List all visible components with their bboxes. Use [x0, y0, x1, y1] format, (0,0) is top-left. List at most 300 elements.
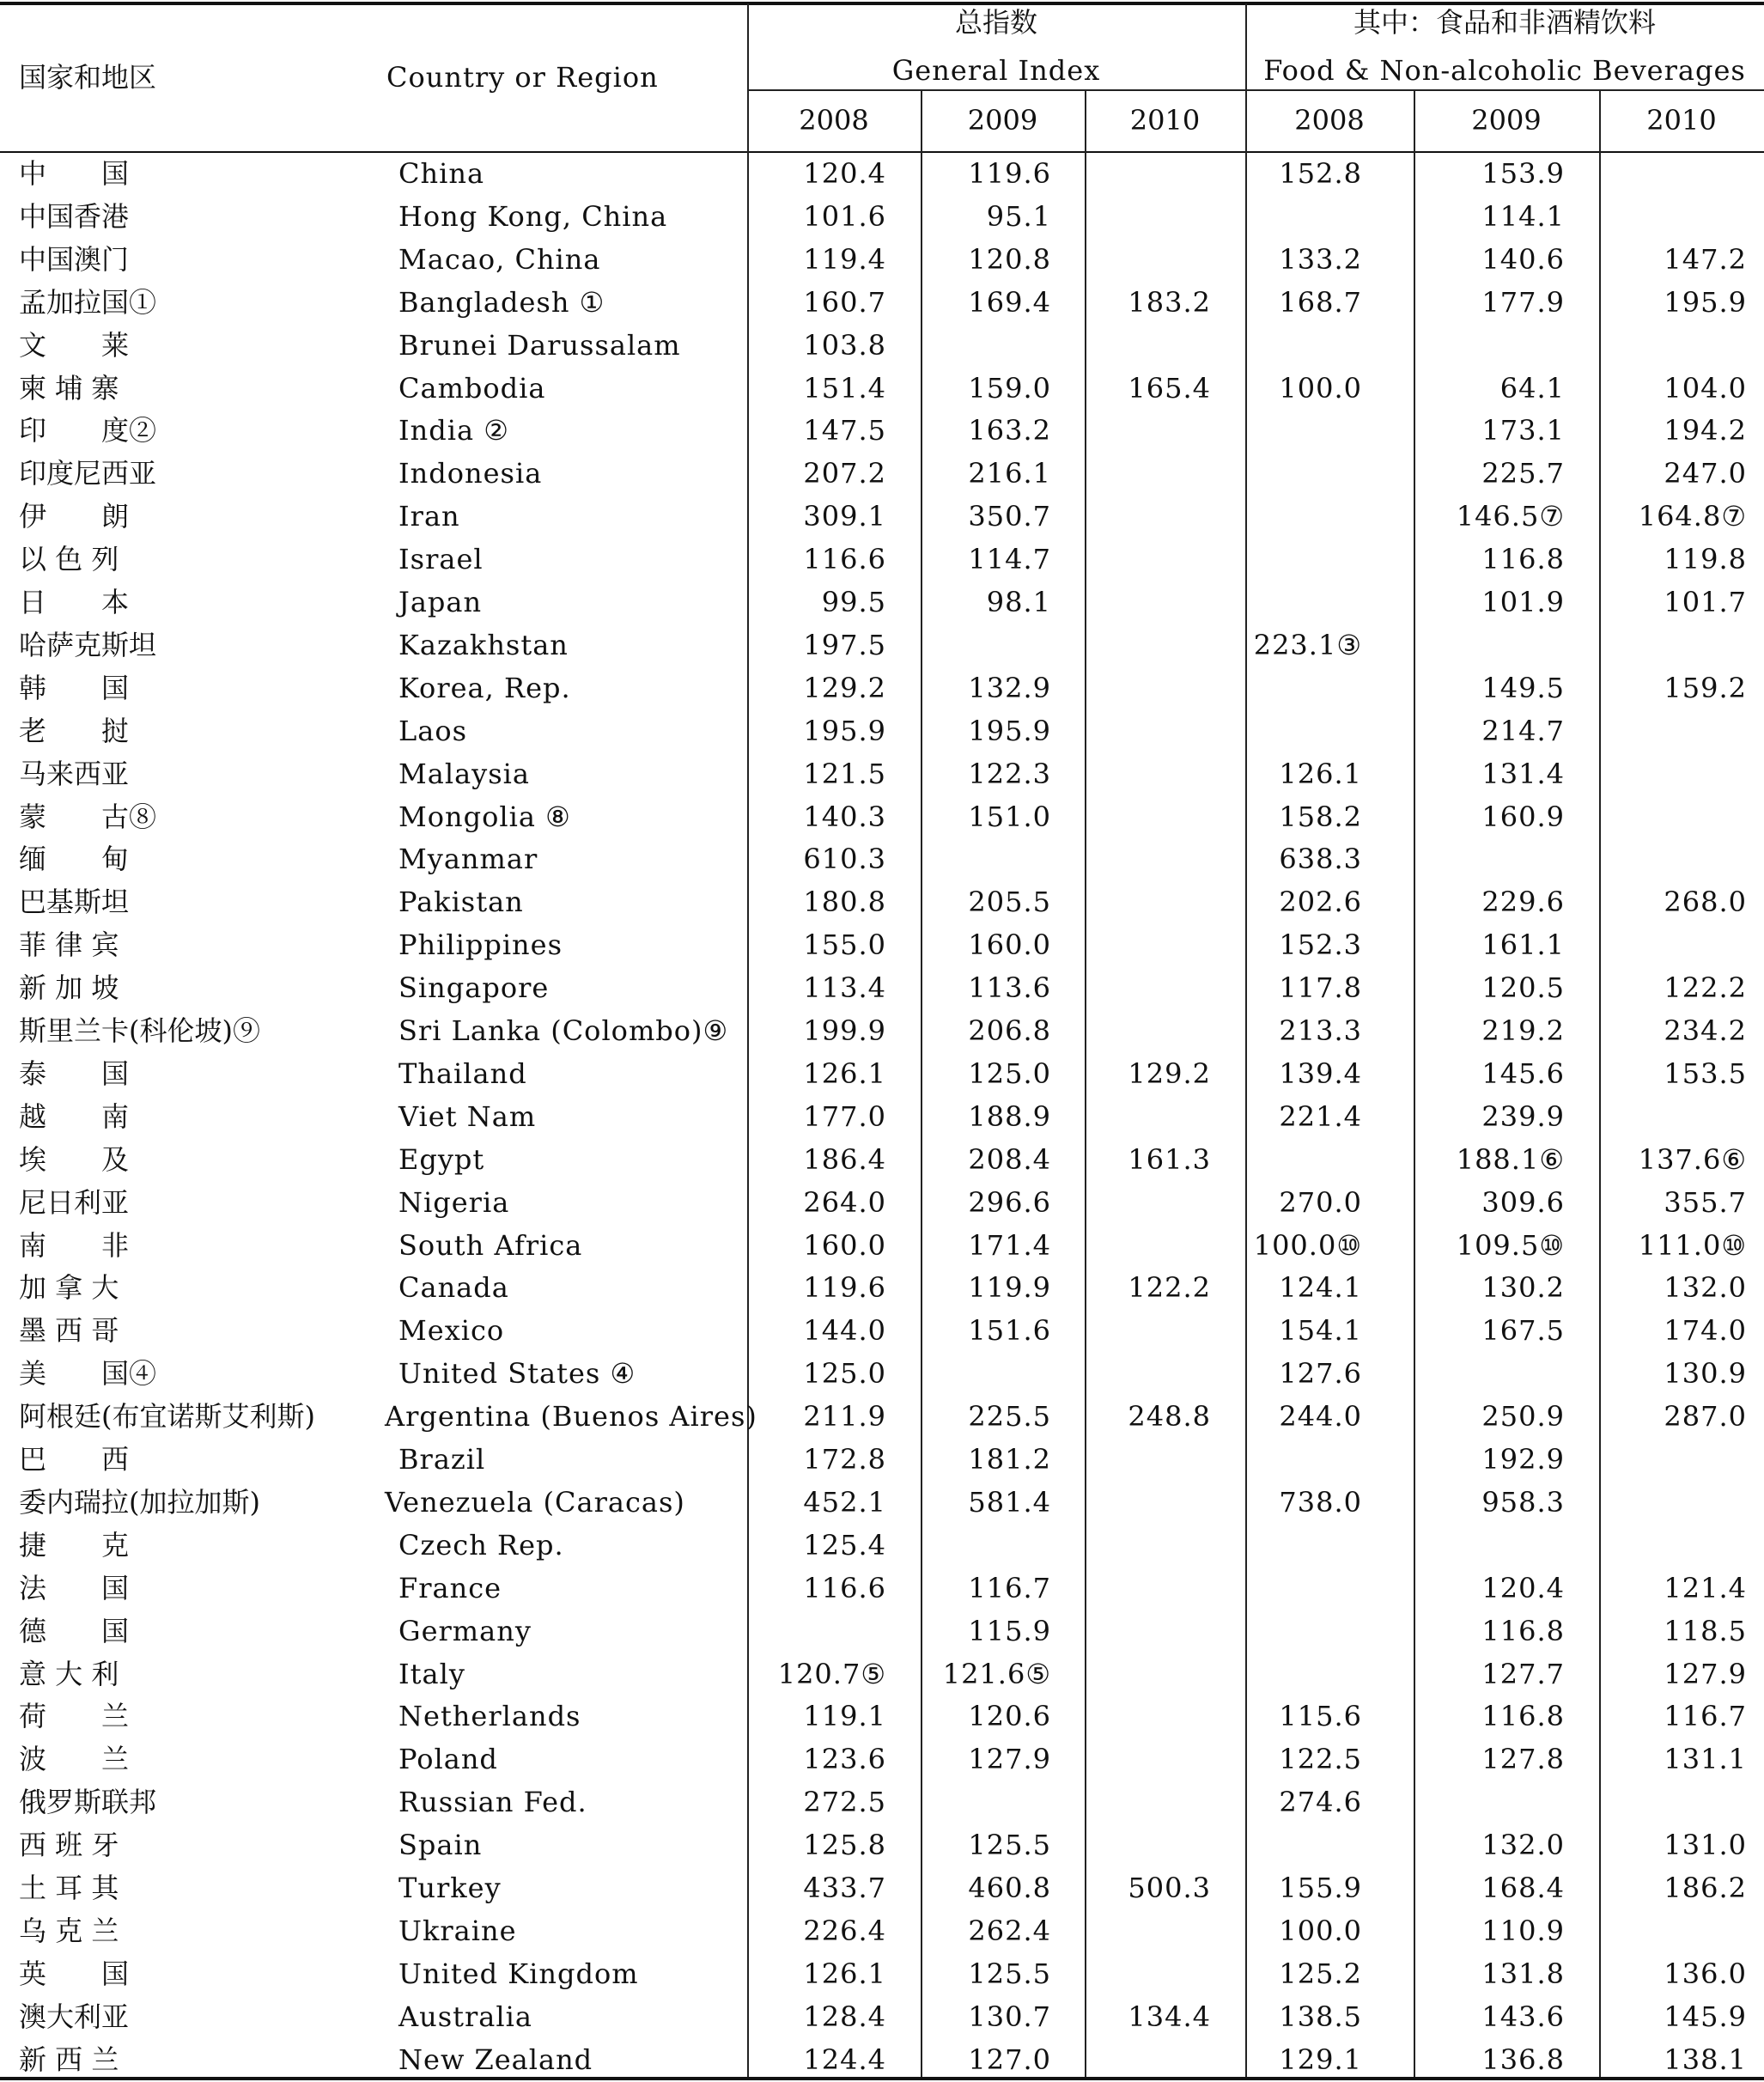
food-index-value: 195.9 — [1664, 286, 1747, 319]
food-index-value: 268.0 — [1664, 886, 1747, 918]
general-index-value: 127.0 — [968, 2043, 1051, 2076]
country-en: Turkey — [398, 1872, 502, 1904]
country-en: Korea, Rep. — [398, 672, 571, 704]
general-index-value: 116.6 — [803, 1572, 886, 1604]
country-cn: 蒙 古⑧ — [19, 801, 157, 833]
food-index-value: 121.4 — [1664, 1572, 1747, 1604]
country-cn: 土 耳 其 — [19, 1872, 119, 1904]
country-en: Kazakhstan — [398, 629, 569, 661]
general-index-value: 98.1 — [986, 586, 1051, 618]
country-cn: 柬 埔 寨 — [19, 372, 119, 405]
country-en: Thailand — [398, 1057, 527, 1090]
food-index-value: 138.5 — [1279, 2000, 1362, 2033]
country-en: Cambodia — [398, 372, 546, 405]
general-index-value: 199.9 — [803, 1014, 886, 1047]
food-index-value: 122.5 — [1279, 1743, 1362, 1775]
country-en: India ② — [398, 414, 509, 447]
header-year: 2008 — [1294, 104, 1365, 137]
food-index-value: 122.2 — [1664, 971, 1747, 1004]
header-divider — [1245, 3, 1247, 2077]
food-index-value: 127.7 — [1481, 1658, 1565, 1690]
country-en: Ukraine — [398, 1915, 517, 1947]
general-index-value: 127.9 — [968, 1743, 1051, 1775]
general-index-value: 197.5 — [803, 629, 886, 661]
header-year: 2010 — [1646, 104, 1717, 137]
country-cn: 捷 克 — [19, 1529, 130, 1562]
food-index-value: 100.0⑩ — [1253, 1229, 1362, 1262]
general-index-value: 119.9 — [968, 1271, 1051, 1304]
country-en: Pakistan — [398, 886, 524, 918]
country-cn: 马来西亚 — [19, 758, 130, 790]
food-index-value: 155.9 — [1279, 1872, 1362, 1904]
general-index-value: 500.3 — [1128, 1872, 1211, 1904]
general-index-value: 211.9 — [803, 1400, 886, 1433]
general-index-value: 128.4 — [803, 2000, 886, 2033]
general-index-value: 207.2 — [803, 457, 886, 490]
food-index-value: 131.0 — [1664, 1829, 1747, 1861]
food-index-value: 116.7 — [1664, 1700, 1747, 1732]
general-index-value: 121.5 — [803, 758, 886, 790]
food-index-value: 130.9 — [1664, 1357, 1747, 1390]
food-index-value: 229.6 — [1481, 886, 1565, 918]
country-en: Poland — [398, 1743, 498, 1775]
food-index-value: 100.0 — [1279, 372, 1362, 405]
header-divider — [1414, 89, 1415, 2077]
general-index-value: 248.8 — [1128, 1400, 1211, 1433]
country-cn: 加 拿 大 — [19, 1271, 119, 1304]
country-cn: 中国香港 — [19, 200, 130, 233]
food-index-value: 139.4 — [1279, 1057, 1362, 1090]
general-index-value: 226.4 — [803, 1915, 886, 1947]
food-index-value: 130.2 — [1481, 1271, 1565, 1304]
general-index-value: 144.0 — [803, 1314, 886, 1347]
general-index-value: 161.3 — [1128, 1143, 1211, 1176]
food-index-value: 127.8 — [1481, 1743, 1565, 1775]
food-index-value: 120.4 — [1481, 1572, 1565, 1604]
food-index-value: 149.5 — [1481, 672, 1565, 704]
country-en: Japan — [398, 586, 483, 618]
general-index-value: 103.8 — [803, 329, 886, 362]
general-index-value: 180.8 — [803, 886, 886, 918]
general-index-value: 130.7 — [968, 2000, 1051, 2033]
general-index-value: 208.4 — [968, 1143, 1051, 1176]
country-en: Singapore — [398, 971, 550, 1004]
country-cn: 泰 国 — [19, 1057, 130, 1090]
food-index-value: 132.0 — [1664, 1271, 1747, 1304]
general-index-value: 125.5 — [968, 1829, 1051, 1861]
food-index-value: 167.5 — [1481, 1314, 1565, 1347]
general-index-value: 125.5 — [968, 1957, 1051, 1990]
country-cn: 巴基斯坦 — [19, 886, 130, 918]
food-index-value: 309.6 — [1481, 1186, 1565, 1219]
general-index-value: 140.3 — [803, 801, 886, 833]
general-index-value: 169.4 — [968, 286, 1051, 319]
general-index-value: 114.7 — [968, 543, 1051, 575]
food-index-value: 214.7 — [1481, 715, 1565, 747]
header-divider — [1085, 89, 1086, 2077]
country-cn: 孟加拉国① — [19, 286, 157, 319]
country-cn: 中 国 — [19, 157, 130, 190]
country-en: Spain — [398, 1829, 483, 1861]
general-index-value: 160.0 — [968, 928, 1051, 961]
food-index-value: 143.6 — [1481, 2000, 1565, 2033]
general-index-value: 581.4 — [968, 1486, 1051, 1519]
food-index-value: 145.9 — [1664, 2000, 1747, 2033]
food-index-value: 186.2 — [1664, 1872, 1747, 1904]
food-index-value: 161.1 — [1481, 928, 1565, 961]
food-index-value: 164.8⑦ — [1638, 500, 1747, 533]
food-index-value: 194.2 — [1664, 414, 1747, 447]
food-index-value: 287.0 — [1664, 1400, 1747, 1433]
country-cn: 越 南 — [19, 1100, 130, 1133]
food-index-value: 153.9 — [1481, 157, 1565, 190]
food-index-value: 168.7 — [1279, 286, 1362, 319]
country-cn: 阿根廷(布宜诺斯艾利斯) — [19, 1400, 315, 1433]
country-en: Canada — [398, 1271, 509, 1304]
food-index-value: 225.7 — [1481, 457, 1565, 490]
food-index-value: 247.0 — [1664, 457, 1747, 490]
food-index-value: 239.9 — [1481, 1100, 1565, 1133]
header-divider — [921, 89, 922, 2077]
general-index-value: 99.5 — [821, 586, 886, 618]
header-country-en: Country or Region — [386, 61, 659, 94]
general-index-value: 460.8 — [968, 1872, 1051, 1904]
food-index-value: 202.6 — [1279, 886, 1362, 918]
header-divider — [747, 3, 749, 2077]
food-index-value: 132.0 — [1481, 1829, 1565, 1861]
food-index-value: 114.1 — [1481, 200, 1565, 233]
header-general-en: General Index — [891, 54, 1101, 87]
food-index-value: 110.9 — [1481, 1915, 1565, 1947]
country-en: Venezuela (Caracas) — [385, 1486, 685, 1519]
general-index-value: 151.6 — [968, 1314, 1051, 1347]
header-bottom-rule — [0, 151, 1764, 153]
country-cn: 新 西 兰 — [19, 2043, 119, 2076]
header-country-cn: 国家和地区 — [19, 61, 157, 94]
general-index-value: 123.6 — [803, 1743, 886, 1775]
header-food-en: Food & Non-alcoholic Beverages — [1263, 54, 1746, 87]
food-index-value: 118.5 — [1664, 1615, 1747, 1647]
general-index-value: 134.4 — [1128, 2000, 1211, 2033]
general-index-value: 172.8 — [803, 1443, 886, 1476]
food-index-value: 117.8 — [1279, 971, 1362, 1004]
food-index-value: 119.8 — [1664, 543, 1747, 575]
country-cn: 委内瑞拉(加拉加斯) — [19, 1486, 260, 1519]
food-index-value: 244.0 — [1279, 1400, 1362, 1433]
country-cn: 澳大利亚 — [19, 2000, 130, 2033]
country-en: Macao, China — [398, 243, 601, 276]
general-index-value: 120.6 — [968, 1700, 1051, 1732]
general-index-value: 159.0 — [968, 372, 1051, 405]
general-index-value: 163.2 — [968, 414, 1051, 447]
country-en: Indonesia — [398, 457, 543, 490]
header-divider — [1599, 89, 1601, 2077]
general-index-value: 129.2 — [1128, 1057, 1211, 1090]
food-index-value: 126.1 — [1279, 758, 1362, 790]
country-cn: 南 非 — [19, 1229, 130, 1262]
country-en: Laos — [398, 715, 468, 747]
general-index-value: 272.5 — [803, 1786, 886, 1818]
country-en: Hong Kong, China — [398, 200, 668, 233]
general-index-value: 95.1 — [986, 200, 1051, 233]
general-index-value: 147.5 — [803, 414, 886, 447]
general-index-value: 125.4 — [803, 1529, 886, 1562]
country-en: Bangladesh ① — [398, 286, 605, 319]
general-index-value: 124.4 — [803, 2043, 886, 2076]
food-index-value: 136.8 — [1481, 2043, 1565, 2076]
country-cn: 乌 克 兰 — [19, 1915, 119, 1947]
general-index-value: 195.9 — [968, 715, 1051, 747]
country-cn: 老 挝 — [19, 715, 130, 747]
general-index-value: 121.6⑤ — [942, 1658, 1051, 1690]
country-en: France — [398, 1572, 502, 1604]
general-index-value: 129.2 — [803, 672, 886, 704]
general-index-value: 171.4 — [968, 1229, 1051, 1262]
header-year: 2009 — [967, 104, 1038, 137]
country-cn: 巴 西 — [19, 1443, 130, 1476]
country-cn: 菲 律 宾 — [19, 928, 119, 961]
header-year: 2009 — [1471, 104, 1542, 137]
bottom-rule — [0, 2077, 1764, 2080]
country-en: Iran — [398, 500, 460, 533]
general-index-value: 115.9 — [968, 1615, 1051, 1647]
country-cn: 斯里兰卡(科伦坡)⑨ — [19, 1014, 260, 1047]
general-index-value: 120.7⑤ — [777, 1658, 886, 1690]
general-index-value: 205.5 — [968, 886, 1051, 918]
general-index-value: 125.0 — [968, 1057, 1051, 1090]
food-index-value: 131.4 — [1481, 758, 1565, 790]
header-year: 2008 — [799, 104, 869, 137]
country-en: Brunei Darussalam — [398, 329, 681, 362]
general-index-value: 122.3 — [968, 758, 1051, 790]
general-index-value: 181.2 — [968, 1443, 1051, 1476]
food-index-value: 116.8 — [1481, 1615, 1565, 1647]
country-cn: 哈萨克斯坦 — [19, 629, 157, 661]
food-index-value: 213.3 — [1279, 1014, 1362, 1047]
country-en: United Kingdom — [398, 1957, 639, 1990]
food-index-value: 120.5 — [1481, 971, 1565, 1004]
general-index-value: 126.1 — [803, 1057, 886, 1090]
general-index-value: 122.2 — [1128, 1271, 1211, 1304]
food-index-value: 137.6⑥ — [1638, 1143, 1747, 1176]
food-index-value: 355.7 — [1664, 1186, 1747, 1219]
general-index-value: 350.7 — [968, 500, 1051, 533]
food-index-value: 109.5⑩ — [1456, 1229, 1565, 1262]
general-index-value: 452.1 — [803, 1486, 886, 1519]
country-cn: 日 本 — [19, 586, 130, 618]
food-index-value: 154.1 — [1279, 1314, 1362, 1347]
food-index-value: 124.1 — [1279, 1271, 1362, 1304]
country-en: Israel — [398, 543, 484, 575]
food-index-value: 131.1 — [1664, 1743, 1747, 1775]
general-index-value: 132.9 — [968, 672, 1051, 704]
food-index-value: 738.0 — [1279, 1486, 1362, 1519]
food-index-value: 111.0⑩ — [1638, 1229, 1747, 1262]
general-index-value: 160.7 — [803, 286, 886, 319]
country-cn: 中国澳门 — [19, 243, 130, 276]
country-cn: 埃 及 — [19, 1143, 130, 1176]
country-en: Philippines — [398, 928, 563, 961]
country-cn: 印 度② — [19, 414, 157, 447]
food-index-value: 104.0 — [1664, 372, 1747, 405]
food-index-value: 101.9 — [1481, 586, 1565, 618]
general-index-value: 119.6 — [803, 1271, 886, 1304]
country-cn: 以 色 列 — [19, 543, 119, 575]
country-en: Germany — [398, 1615, 532, 1647]
general-index-value: 262.4 — [968, 1915, 1051, 1947]
food-index-value: 129.1 — [1279, 2043, 1362, 2076]
country-cn: 法 国 — [19, 1572, 130, 1604]
country-en: Czech Rep. — [398, 1529, 564, 1562]
country-en: Italy — [398, 1658, 465, 1690]
general-index-value: 151.4 — [803, 372, 886, 405]
general-index-value: 186.4 — [803, 1143, 886, 1176]
food-index-value: 188.1⑥ — [1456, 1143, 1565, 1176]
food-index-value: 152.8 — [1279, 157, 1362, 190]
food-index-value: 153.5 — [1664, 1057, 1747, 1090]
general-index-value: 116.6 — [803, 543, 886, 575]
country-cn: 韩 国 — [19, 672, 130, 704]
food-index-value: 147.2 — [1664, 243, 1747, 276]
food-index-value: 125.2 — [1279, 1957, 1362, 1990]
food-index-value: 174.0 — [1664, 1314, 1747, 1347]
food-index-value: 958.3 — [1481, 1486, 1565, 1519]
food-index-value: 274.6 — [1279, 1786, 1362, 1818]
country-cn: 墨 西 哥 — [19, 1314, 119, 1347]
general-index-value: 119.1 — [803, 1700, 886, 1732]
food-index-value: 158.2 — [1279, 801, 1362, 833]
country-cn: 尼日利亚 — [19, 1186, 130, 1219]
country-en: Brazil — [398, 1443, 486, 1476]
general-index-value: 610.3 — [803, 843, 886, 875]
food-index-value: 152.3 — [1279, 928, 1362, 961]
country-en: Argentina (Buenos Aires) — [385, 1400, 757, 1433]
food-index-value: 133.2 — [1279, 243, 1362, 276]
food-index-value: 116.8 — [1481, 1700, 1565, 1732]
general-index-value: 120.4 — [803, 157, 886, 190]
food-index-value: 234.2 — [1664, 1014, 1747, 1047]
country-en: Malaysia — [398, 758, 530, 790]
general-index-value: 165.4 — [1128, 372, 1211, 405]
food-index-value: 64.1 — [1499, 372, 1565, 405]
food-index-value: 160.9 — [1481, 801, 1565, 833]
general-index-value: 183.2 — [1128, 286, 1211, 319]
header-group-rule — [747, 89, 1764, 91]
general-index-value: 177.0 — [803, 1100, 886, 1133]
country-en: Myanmar — [398, 843, 538, 875]
food-index-value: 136.0 — [1664, 1957, 1747, 1990]
country-en: South Africa — [398, 1229, 583, 1262]
food-index-value: 638.3 — [1279, 843, 1362, 875]
country-en: New Zealand — [398, 2043, 593, 2076]
country-en: China — [398, 157, 485, 190]
header-year: 2010 — [1129, 104, 1201, 137]
header-general-cn: 总指数 — [954, 6, 1037, 39]
general-index-value: 216.1 — [968, 457, 1051, 490]
country-cn: 西 班 牙 — [19, 1829, 119, 1861]
country-en: Sri Lanka (Colombo)⑨ — [398, 1014, 729, 1047]
country-en: Viet Nam — [398, 1100, 537, 1133]
country-en: Nigeria — [398, 1186, 510, 1219]
food-index-value: 140.6 — [1481, 243, 1565, 276]
food-index-value: 192.9 — [1481, 1443, 1565, 1476]
general-index-value: 195.9 — [803, 715, 886, 747]
food-index-value: 115.6 — [1279, 1700, 1362, 1732]
general-index-value: 119.4 — [803, 243, 886, 276]
general-index-value: 125.0 — [803, 1357, 886, 1390]
food-index-value: 177.9 — [1481, 286, 1565, 319]
general-index-value: 113.4 — [803, 971, 886, 1004]
food-index-value: 223.1③ — [1253, 629, 1362, 661]
food-index-value: 270.0 — [1279, 1186, 1362, 1219]
food-index-value: 219.2 — [1481, 1014, 1565, 1047]
country-cn: 新 加 坡 — [19, 971, 119, 1004]
general-index-value: 160.0 — [803, 1229, 886, 1262]
food-index-value: 100.0 — [1279, 1915, 1362, 1947]
food-index-value: 173.1 — [1481, 414, 1565, 447]
country-cn: 荷 兰 — [19, 1700, 130, 1732]
food-index-value: 168.4 — [1481, 1872, 1565, 1904]
country-cn: 印度尼西亚 — [19, 457, 157, 490]
food-index-value: 131.8 — [1481, 1957, 1565, 1990]
food-index-value: 116.8 — [1481, 543, 1565, 575]
general-index-value: 309.1 — [803, 500, 886, 533]
general-index-value: 188.9 — [968, 1100, 1051, 1133]
food-index-value: 127.9 — [1664, 1658, 1747, 1690]
food-index-value: 159.2 — [1664, 672, 1747, 704]
general-index-value: 296.6 — [968, 1186, 1051, 1219]
food-index-value: 101.7 — [1664, 586, 1747, 618]
header-food-cn: 其中：食品和非酒精饮料 — [1353, 6, 1656, 39]
general-index-value: 116.7 — [968, 1572, 1051, 1604]
general-index-value: 225.5 — [968, 1400, 1051, 1433]
country-en: Australia — [398, 2000, 532, 2033]
general-index-value: 119.6 — [968, 157, 1051, 190]
general-index-value: 433.7 — [803, 1872, 886, 1904]
country-cn: 缅 甸 — [19, 843, 130, 875]
general-index-value: 206.8 — [968, 1014, 1051, 1047]
food-index-value: 221.4 — [1279, 1100, 1362, 1133]
general-index-value: 125.8 — [803, 1829, 886, 1861]
general-index-value: 155.0 — [803, 928, 886, 961]
general-index-value: 151.0 — [968, 801, 1051, 833]
country-en: Mexico — [398, 1314, 505, 1347]
general-index-value: 126.1 — [803, 1957, 886, 1990]
country-cn: 美 国④ — [19, 1357, 157, 1390]
country-en: Mongolia ⑧ — [398, 801, 571, 833]
country-cn: 伊 朗 — [19, 500, 130, 533]
country-cn: 波 兰 — [19, 1743, 130, 1775]
country-cn: 俄罗斯联邦 — [19, 1786, 157, 1818]
country-cn: 英 国 — [19, 1957, 130, 1990]
food-index-value: 250.9 — [1481, 1400, 1565, 1433]
country-cn: 意 大 利 — [19, 1658, 119, 1690]
general-index-value: 101.6 — [803, 200, 886, 233]
food-index-value: 146.5⑦ — [1456, 500, 1565, 533]
country-en: United States ④ — [398, 1357, 636, 1390]
general-index-value: 120.8 — [968, 243, 1051, 276]
general-index-value: 264.0 — [803, 1186, 886, 1219]
country-cn: 文 莱 — [19, 329, 130, 362]
food-index-value: 138.1 — [1664, 2043, 1747, 2076]
food-index-value: 145.6 — [1481, 1057, 1565, 1090]
country-en: Russian Fed. — [398, 1786, 587, 1818]
general-index-value: 113.6 — [968, 971, 1051, 1004]
country-en: Egypt — [398, 1143, 485, 1176]
food-index-value: 127.6 — [1279, 1357, 1362, 1390]
country-cn: 德 国 — [19, 1615, 130, 1647]
country-en: Netherlands — [398, 1700, 581, 1732]
